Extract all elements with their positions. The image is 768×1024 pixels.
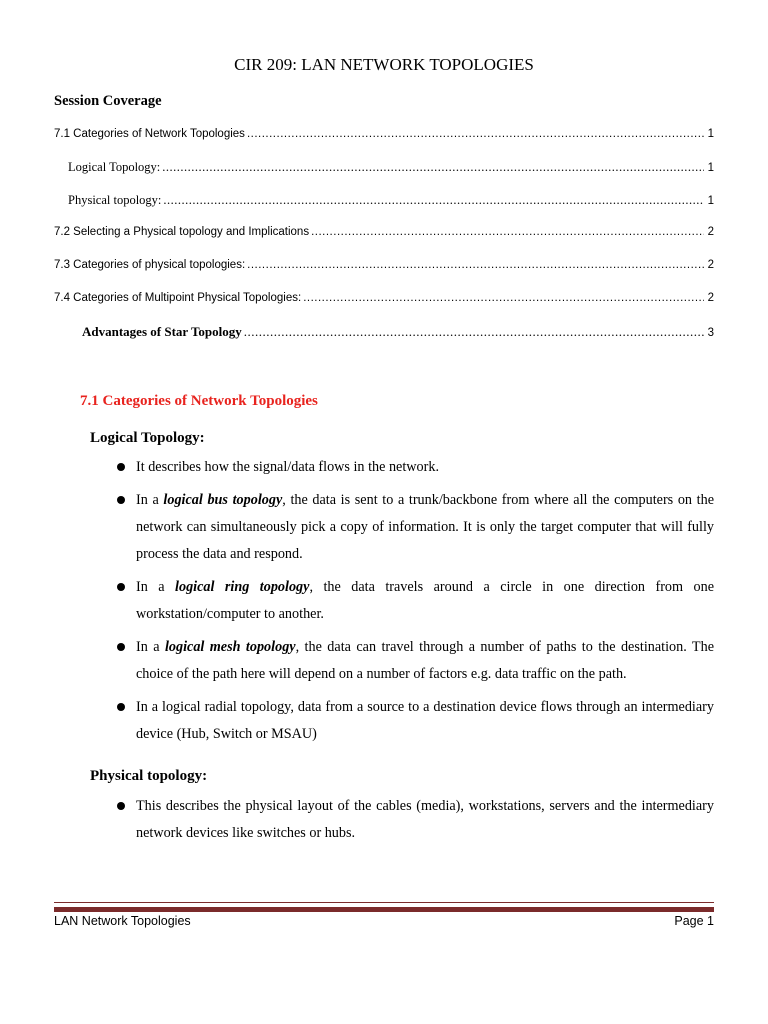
toc-label: Physical topology: [68,193,162,207]
bullet-icon [117,703,125,711]
bullet-text: In a logical radial topology, data from a source to a destination device flows through an intermediary device (Hub, Switch or MSAU) [136,699,714,742]
bullet-text: It describes how the signal/data flows in the network. [136,459,439,475]
list-item [136,574,714,628]
logical-topology-heading: Logical Topology: [90,430,205,446]
list-item [136,694,714,748]
document-title: CIR 209: LAN NETWORK TOPOLOGIES [234,55,534,74]
bullet-icon [117,496,125,504]
bullet-text: In a [136,492,164,508]
toc-page-number: 2 [707,259,714,271]
bullet-icon [117,643,125,651]
list-item [136,634,714,688]
list-item [136,454,714,481]
footer-rule-thin [54,902,714,903]
session-coverage-heading: Session Coverage [54,93,162,109]
footer-page-number: Page 1 [674,914,714,928]
bullet-text: This describes the physical layout of the cables (media), workstations, servers and the intermediary network devices like switches or hubs. [136,798,714,841]
bullet-text: , the data travels around a circle in one direction from one workstation/computer to another. [136,579,714,622]
toc-entry[interactable] [54,292,714,304]
toc-leader [163,193,703,208]
bullet-icon [117,463,125,471]
toc-entry[interactable] [54,259,714,271]
toc-label: Advantages of Star Topology [82,324,242,339]
toc-entry[interactable] [54,128,714,140]
toc-page-number: 1 [707,162,714,174]
toc-entry[interactable] [68,193,714,208]
bullet-emphasis: logical mesh topology [164,639,296,655]
footer-rule [54,907,714,912]
toc-label: 7.2 Selecting a Physical topology and Implications [54,226,310,238]
bullet-text: In a [136,579,176,595]
toc-entry[interactable] [82,324,714,340]
bullet-text: , the data can travel through a number of paths to the destination. The choice of the path here will depend on a number of factors e.g. data traffic on the path. [136,639,714,682]
toc-page-number: 2 [707,226,714,238]
toc-entry[interactable] [54,226,714,238]
list-item [136,487,714,568]
toc-page-number: 2 [707,292,714,304]
section-heading: 7.1 Categories of Network Topologies [80,393,318,409]
toc-leader [244,324,704,340]
toc-leader [162,160,703,175]
toc-page-number: 1 [707,128,714,140]
bullet-icon [117,802,125,810]
toc-label: Logical Topology: [68,160,161,174]
toc-label: 7.4 Categories of Multipoint Physical Topologies: [54,292,302,304]
bullet-emphasis: logical bus topology [163,492,283,508]
bullet-icon [117,583,125,591]
toc-leader [303,292,703,304]
bullet-emphasis: logical ring topology [175,579,310,595]
bullet-text: , the data is sent to a trunk/backbone from where all the computers on the network can simultaneously pick a copy of information. It is only the target computer that will fully process the data and respond. [136,492,714,562]
bullet-text: In a [136,639,165,655]
toc-page-number: 3 [707,327,714,339]
toc-label: 7.3 Categories of physical topologies: [54,259,246,271]
toc-page-number: 1 [707,195,714,207]
list-item [136,793,714,847]
toc-leader [247,128,704,140]
toc-entry[interactable] [68,160,714,175]
toc-leader [311,226,704,238]
footer-title: LAN Network Topologies [54,914,191,928]
toc-label: 7.1 Categories of Network Topologies [54,128,245,140]
toc-leader [247,259,703,271]
physical-topology-heading: Physical topology: [90,768,208,784]
